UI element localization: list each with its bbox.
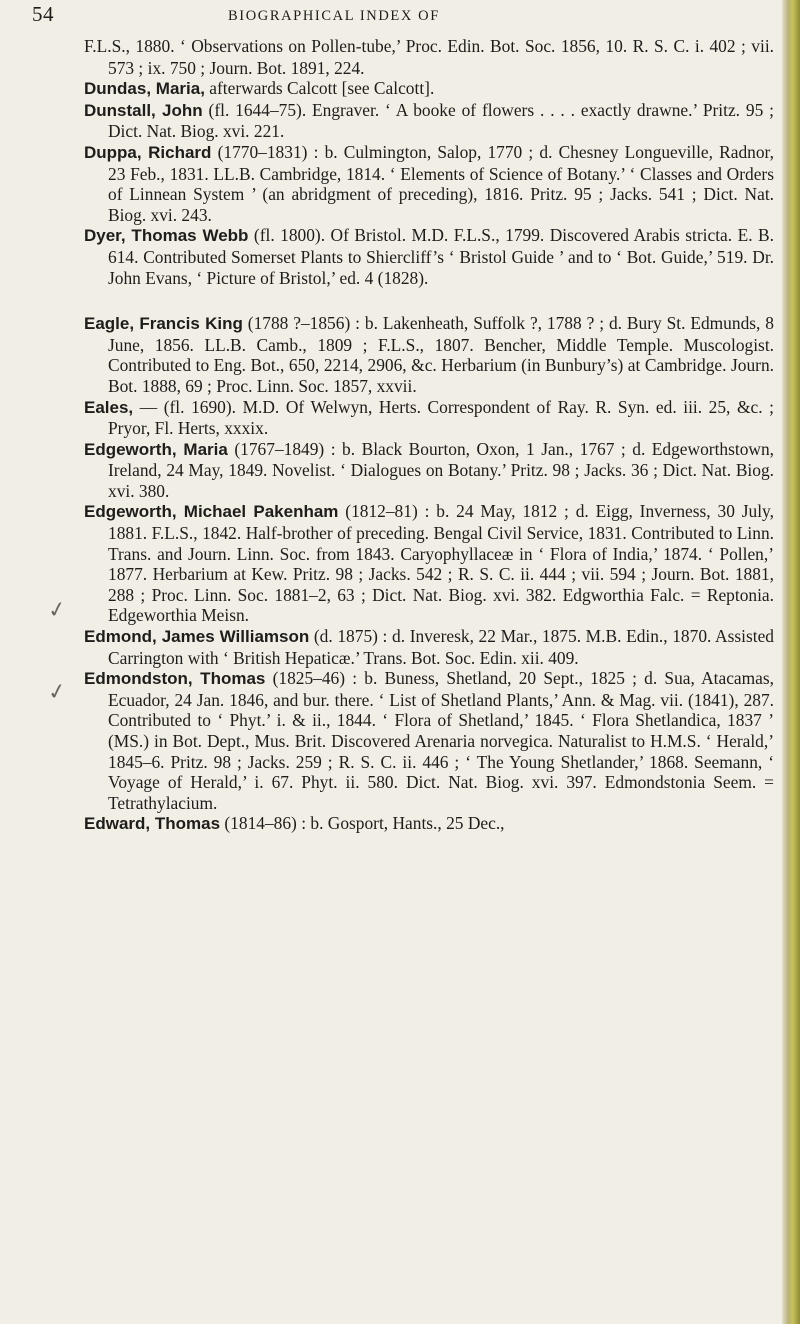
pencil-tick-mark: ✓ — [45, 596, 69, 625]
entry-body: (d. 1875) : d. Inveresk, 22 Mar., 1875. M.B. Edin., 1870. Assisted Carrington with ‘ British Hepaticæ.’ Trans. Bot. Soc. Edin. xii. 409. — [108, 626, 774, 668]
index-entry — [84, 501, 774, 626]
index-entry — [84, 397, 774, 439]
index-entries — [84, 36, 774, 835]
entry-name: Edgeworth, Michael Pakenham — [84, 502, 339, 522]
entry-name: Edward, Thomas — [84, 814, 221, 834]
index-entry — [84, 439, 774, 502]
section-gap — [84, 288, 774, 313]
entry-name: Edmond, James Williamson — [84, 627, 310, 647]
entry-body: (1770–1831) : b. Culmington, Salop, 1770 ; d. Chesney Longueville, Radnor, 23 Feb., 1831. LL.B. Cambridge, 1814. ‘ Elements of Science of Botany.’ ‘ Classes and Orders of Linnean System ’ (an abridgment of preceding), 1816. Pritz. 95 ; Jacks. 541 ; Dict. Nat. Biog. xvi. 243. — [108, 141, 774, 225]
entry-body: — (fl. 1690). M.D. Of Welwyn, Herts. Correspondent of Ray. R. Syn. ed. iii. 25, &c. ; Pryor, Fl. Herts, xxxix. — [108, 396, 774, 439]
page-edge-shadow — [782, 0, 800, 1324]
index-entry — [84, 626, 774, 668]
entry-name: Dundas, Maria, — [84, 79, 205, 99]
entry-body: (1767–1849) : b. Black Bourton, Oxon, 1 Jan., 1767 ; d. Edgeworthstown, Ireland, 24 May, 1849. Novelist. ‘ Dialogues on Botany.’ Pritz. 98 ; Jacks. 36 ; Dict. Nat. Biog. xvi. 380. — [108, 438, 774, 501]
pencil-tick-mark: ✓ — [45, 678, 69, 707]
index-entry — [84, 668, 774, 813]
index-entry — [84, 100, 774, 142]
entry-name: Duppa, Richard — [84, 142, 212, 162]
entry-body: (fl. 1800). Of Bristol. M.D. F.L.S., 1799. Discovered Arabis stricta. E. B. 614. Contributed Somerset Plants to Shiercliff’s ‘ Bristol Guide ’ and to ‘ Bot. Guide,’ 519. Dr. John Evans, ‘ Picture of Bristol,’ ed. 4 (1828). — [108, 225, 774, 288]
index-entry — [84, 36, 774, 78]
index-entry — [84, 313, 774, 396]
page-number: 54 — [32, 2, 54, 26]
entry-name: Edgeworth, Maria — [84, 439, 228, 459]
entry-body: (1825–46) : b. Buness, Shetland, 20 Sept., 1825 ; d. Sua, Atacamas, Ecuador, 24 Jan. 1846, and bur. there. ‘ List of Shetland Plants,’ Ann. & Mag. vii. (1841), 287. Contributed to ‘ Phyt.’ i. & ii., 1844. ‘ Flora of Shetland,’ 1845. ‘ Flora Shetlandica, 1837 ’ (MS.) in Bot. Dept., Mus. Brit. Discovered Arenaria norvegica. Naturalist to H.M.S. ‘ Herald,’ 1845–6. Pritz. 98 ; Jacks. 259 ; R. S. C. ii. 446 ; ‘ The Young Shetlander,’ 1868. Seemann, ‘ Voyage of Herald,’ i. 67. Phyt. ii. 580. Dict. Nat. Biog. xvi. 397. Edmondstonia Seem. = Tetrathylacium. — [108, 668, 774, 813]
index-entry — [84, 225, 774, 288]
entry-name: Dunstall, John — [84, 100, 203, 120]
entry-name: Eales, — [84, 397, 134, 417]
index-entry — [84, 813, 774, 835]
index-entry — [84, 142, 774, 225]
entry-body: (1788 ?–1856) : b. Lakenheath, Suffolk ?, 1788 ? ; d. Bury St. Edmunds, 8 June, 1856. LL.B. Camb., 1809 ; F.L.S., 1807. Bencher, Middle Temple. Muscologist. Contributed to Eng. Bot., 650, 2214, 2906, &c. Herbarium (in Bunbury’s) at Cambridge. Journ. Bot. 1888, 69 ; Proc. Linn. Soc. 1857, xxvii. — [108, 313, 774, 396]
entry-body: (1812–81) : b. 24 May, 1812 ; d. Eigg, Inverness, 30 July, 1881. F.L.S., 1842. Half-brother of preceding. Bengal Civil Service, 1831. Contributed to Linn. Trans. and Journ. Linn. Soc. from 1843. Caryophyllaceæ in ‘ Flora of India,’ 1874. ‘ Pollen,’ 1877. Herbarium at Kew. Pritz. 98 ; Jacks. 542 ; R. S. C. ii. 444 ; vii. 594 ; Journ. Bot. 1881, 288 ; Proc. Linn. Soc. 1881–2, 63 ; Dict. Nat. Biog. xvi. 382. Edgworthia Falc. = Reptonia. Edgeworthia Meisn. — [108, 501, 774, 626]
running-head: BIOGRAPHICAL INDEX OF — [228, 8, 440, 24]
entry-body: F.L.S., 1880. ‘ Observations on Pollen-tube,’ Proc. Edin. Bot. Soc. 1856, 10. R. S. C. i. 402 ; vii. 573 ; ix. 750 ; Journ. Bot. 1891, 224. — [84, 36, 774, 78]
index-entry — [84, 78, 774, 100]
entry-body: (1814–86) : b. Gosport, Hants., 25 Dec., — [224, 813, 505, 834]
entry-name: Eagle, Francis King — [84, 314, 243, 334]
entry-name: Edmondston, Thomas — [84, 669, 266, 689]
entry-body: (fl. 1644–75). Engraver. ‘ A booke of flowers . . . . exactly drawne.’ Pritz. 95 ; Dict. Nat. Biog. xvi. 221. — [108, 99, 774, 142]
entry-body: afterwards Calcott [see Calcott]. — [209, 78, 435, 99]
entry-name: Dyer, Thomas Webb — [84, 226, 249, 246]
